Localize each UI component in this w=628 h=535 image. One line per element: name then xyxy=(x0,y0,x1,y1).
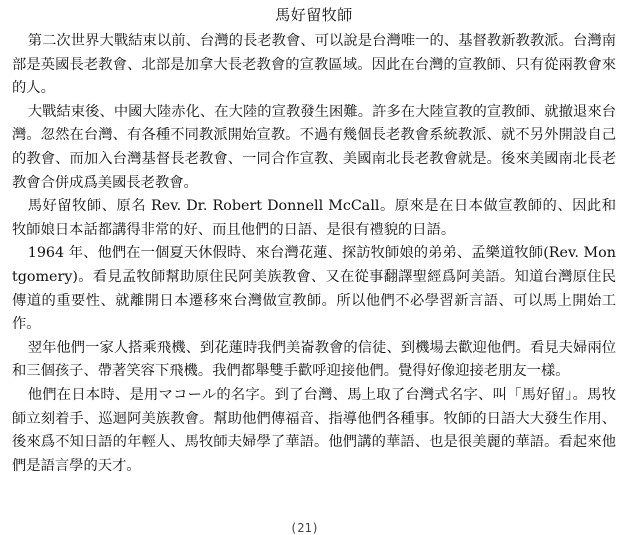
paragraph-4: 1964 年、他們在一個夏天休假時、來台灣花蓮、探訪牧師娘的弟弟、孟樂道牧師(Rev. Montgomery)。看見孟牧師幫助原住民阿美族教會、又在從事翻譯聖經爲阿美語。知道台灣原住民傳道的重要性、就離開日本遷移來台灣做宣教師。所以他們不必學習新言語、可以馬上開始工作。 xyxy=(12,245,616,333)
document-body xyxy=(12,30,616,478)
page-number: (21) xyxy=(290,521,319,535)
paragraph-6: 他們在日本時、是用マコール的名字。到了台灣、馬上取了台灣式名字、叫「馬好留」。馬牧師立刻着手、巡迴阿美族教會。幫助他們傳福音、指導他們各種事。牧師的日語大大發生作用、後來爲不知日語的年輕人、馬牧師夫婦學了華語。他們講的華語、也是很美麗的華語。看起來他們是語言學的天才。 xyxy=(12,386,616,474)
paragraph-1: 第二次世界大戰結束以前、台灣的長老教會、可以說是台灣唯一的、基督教新教教派。台灣南部是英國長老教會、北部是加拿大長老教會的宣教區域。因此在台灣的宣教師、只有從兩教會來的人。 xyxy=(12,33,616,97)
document-title: 馬好留牧師 xyxy=(275,6,353,24)
paragraph-3: 馬好留牧師、原名 Rev. Dr. Robert Donnell McCall。原來是在日本做宣教師的、因此和牧師娘日本話都講得非常的好、而且他們的日語、是很有禮貌的日語。 xyxy=(12,198,616,238)
paragraph-2: 大戰結束後、中國大陸赤化、在大陸的宣教發生困難。許多在大陸宣教的宣教師、就撤退來台灣。忽然在台灣、有各種不同教派開始宣教。不過有幾個長老教會系統教派、就不另外開設自己的教會、而加入台灣基督長老教會、一同合作宣教、美國南北長老教會就是。後來美國南北長老教會合併成爲美國長老教會。 xyxy=(12,103,616,191)
paragraph-5: 翌年他們一家人搭乘飛機、到花蓮時我們美崙教會的信徒、到機場去歡迎他們。看見夫婦兩位和三個孩子、帶著笑容下飛機。我們都舉雙手歡呼迎接他們。覺得好像迎接老朋友一樣。 xyxy=(12,339,616,380)
